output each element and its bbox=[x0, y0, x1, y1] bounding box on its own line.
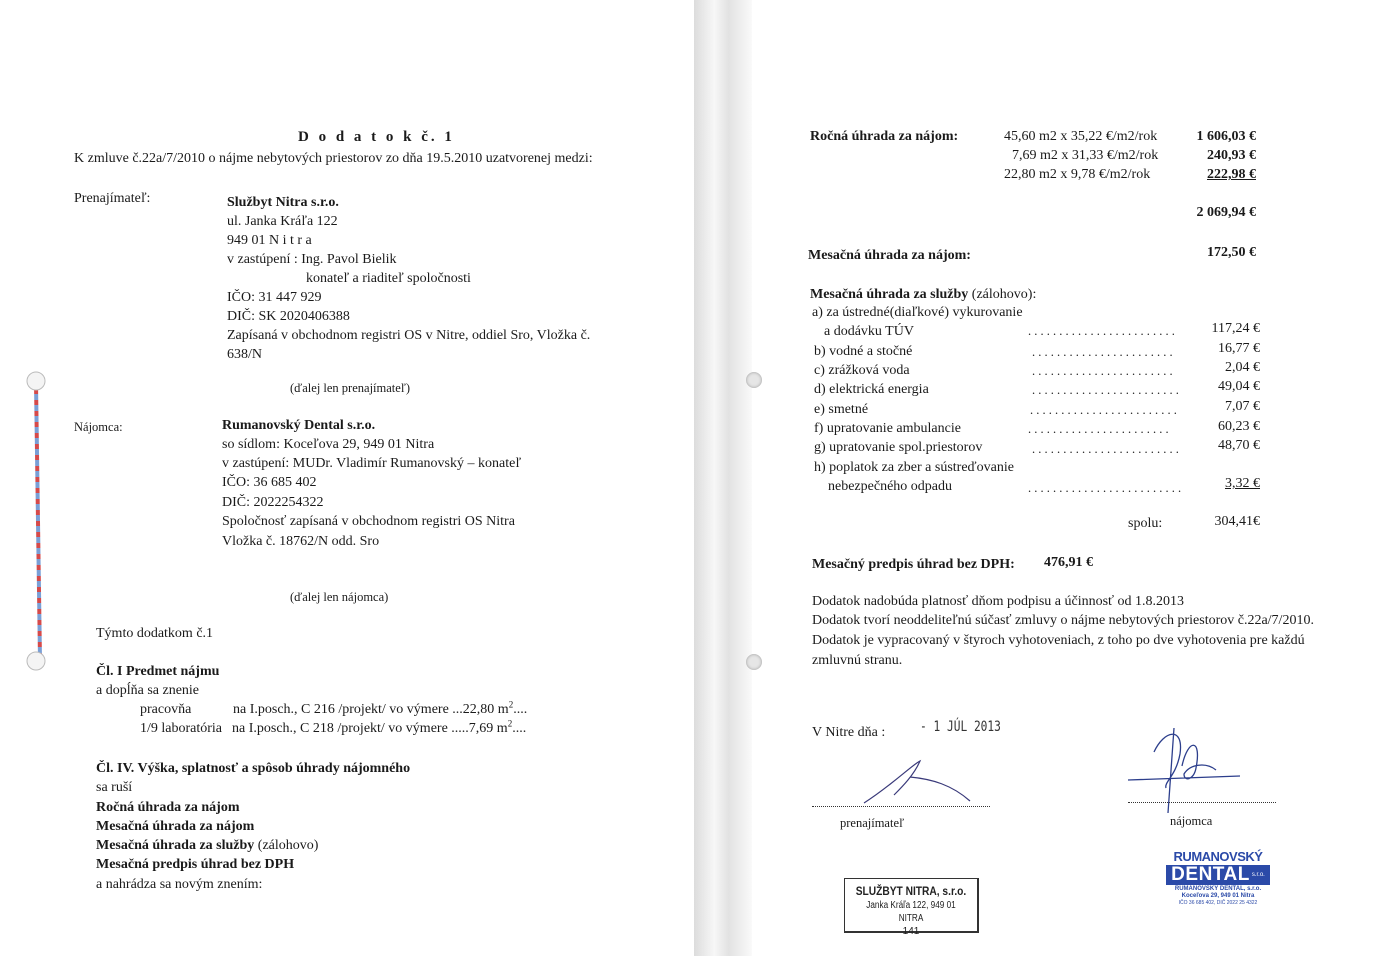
service-amount: 3,32 € bbox=[1225, 476, 1260, 491]
service-label: f) upratovanie ambulancie bbox=[814, 421, 961, 436]
tenant-line: so sídlom: Koceľova 29, 949 01 Nitra bbox=[222, 437, 435, 452]
tenant-line: IČO: 36 685 402 bbox=[222, 475, 317, 490]
tenant-stamp bbox=[1166, 850, 1270, 906]
service-label: h) poplatok za zber a sústreďovanie bbox=[814, 460, 1014, 475]
document-title: D o d a t o k č. 1 bbox=[298, 129, 455, 145]
article-4-sub: sa ruší bbox=[96, 780, 133, 795]
stamp-line: s.r.o. bbox=[1251, 872, 1265, 878]
services-total-label: spolu: bbox=[1128, 516, 1163, 531]
article-4-item: Mesačná úhrada za nájom bbox=[96, 819, 255, 834]
tenant-alias: (ďalej len nájomca) bbox=[290, 590, 389, 604]
tenant-label: Nájomca: bbox=[74, 420, 123, 434]
tenant-sign-label: nájomca bbox=[1170, 814, 1213, 828]
article-1-sub: a dopĺňa sa znenie bbox=[96, 683, 200, 698]
landlord-line: ul. Janka Kráľa 122 bbox=[227, 214, 338, 229]
service-dots: . . . . . . . . . . . . . . . . . . . . . . . bbox=[1032, 364, 1173, 378]
landlord-signature bbox=[852, 755, 982, 810]
services-heading: Mesačná úhrada za služby (zálohovo): bbox=[810, 287, 1037, 302]
landlord-name: Službyt Nitra s.r.o. bbox=[227, 195, 339, 210]
page-right bbox=[752, 0, 1400, 956]
article-1-heading: Čl. I Predmet nájmu bbox=[96, 664, 220, 679]
landlord-sign-label: prenajímateľ bbox=[840, 816, 905, 830]
service-dots: . . . . . . . . . . . . . . . . . . . . . . . . bbox=[1028, 324, 1175, 338]
punch-hole bbox=[746, 654, 762, 670]
tenant-line: v zastúpení: MUDr. Vladimír Rumanovský – konateľ bbox=[222, 456, 522, 471]
annual-calc: 22,80 m2 x 9,78 €/m2/rok bbox=[1004, 167, 1151, 182]
service-label: d) elektrická energia bbox=[814, 382, 929, 397]
place-date-label: V Nitre dňa : bbox=[812, 725, 886, 740]
landlord-line: IČO: 31 447 929 bbox=[227, 290, 322, 305]
premises-detail: na I.posch., C 218 /projekt/ vo výmere .....7,69 $m^2$.... bbox=[232, 718, 527, 736]
tenant-line: Spoločnosť zapísaná v obchodnom registri OS Nitra bbox=[222, 514, 515, 529]
article-4-replace: a nahrádza sa novým znením: bbox=[96, 877, 263, 892]
service-amount: 16,77 € bbox=[1218, 341, 1260, 356]
service-amount: 7,07 € bbox=[1225, 399, 1260, 414]
service-dots: . . . . . . . . . . . . . . . . . . . . . . . bbox=[1028, 422, 1169, 436]
service-amount: 49,04 € bbox=[1218, 379, 1260, 394]
tenant-line: Vložka č. 18762/N odd. Sro bbox=[222, 534, 380, 549]
service-dots: . . . . . . . . . . . . . . . . . . . . . . . bbox=[1032, 345, 1173, 359]
annual-calc: 7,69 m2 x 31,33 €/m2/rok bbox=[1012, 148, 1159, 163]
intro-text: K zmluve č.22a/7/2010 o nájme nebytových priestorov zo dňa 19.5.2010 uzatvorenej medzi: bbox=[74, 151, 593, 166]
tenant-name: Rumanovský Dental s.r.o. bbox=[222, 418, 376, 433]
tenant-signature bbox=[1124, 718, 1244, 818]
monthly-rent-label: Mesačná úhrada za nájom: bbox=[808, 248, 971, 263]
by-amendment: Týmto dodatkom č.1 bbox=[96, 626, 214, 641]
closing-paragraph-line: Dodatok tvorí neoddeliteľnú súčasť zmluvy o nájme nebytových priestorov č.22a/7/2010. bbox=[812, 613, 1314, 628]
service-amount: 2,04 € bbox=[1225, 360, 1260, 375]
annual-amount: 1 606,03 € bbox=[1196, 129, 1256, 144]
landlord-line: v zastúpení : Ing. Pavol Bielik bbox=[227, 252, 397, 267]
landlord-line: 638/N bbox=[227, 347, 262, 362]
stamp-line: DENTAL bbox=[1171, 864, 1250, 885]
service-dots: . . . . . . . . . . . . . . . . . . . . . . . . bbox=[1032, 442, 1179, 456]
annual-total: 2 069,94 € bbox=[1196, 205, 1256, 220]
landlord-alias: (ďalej len prenajímateľ) bbox=[290, 381, 411, 395]
tenant-signature-line bbox=[1128, 802, 1276, 803]
article-4-item: Mesačná úhrada za služby (zálohovo) bbox=[96, 838, 319, 853]
service-amount: 60,23 € bbox=[1218, 419, 1260, 434]
stamp-line: RUMANOVSKÝ DENTAL, s.r.o. bbox=[1174, 886, 1262, 892]
premises-name: pracovňa bbox=[140, 702, 192, 717]
landlord-stamp bbox=[844, 878, 979, 937]
prescription-label: Mesačný predpis úhrad bez DPH: bbox=[812, 557, 1015, 572]
stamp-line: IČO 36 685 402, DIČ 2022 25 4322 bbox=[1178, 900, 1258, 906]
stamp-line: 141 bbox=[902, 926, 920, 937]
landlord-line: Zapísaná v obchodnom registri OS v Nitre, oddiel Sro, Vložka č. bbox=[227, 328, 591, 343]
annual-rent-label: Ročná úhrada za nájom: bbox=[810, 129, 959, 144]
tenant-line: DIČ: 2022254322 bbox=[222, 495, 324, 510]
binding-cord bbox=[20, 365, 60, 675]
landlord-label: Prenajímateľ: bbox=[74, 191, 151, 206]
article-4-item: Ročná úhrada za nájom bbox=[96, 800, 240, 815]
services-total-amount: 304,41€ bbox=[1214, 514, 1260, 529]
service-label: b) vodné a stočné bbox=[814, 344, 913, 359]
annual-amount: 240,93 € bbox=[1207, 148, 1256, 163]
service-label: a dodávku TÚV bbox=[824, 324, 914, 339]
service-label: a) za ústredné(diaľkové) vykurovanie bbox=[812, 305, 1023, 320]
service-dots: . . . . . . . . . . . . . . . . . . . . . . . . bbox=[1032, 383, 1179, 397]
premises-detail: na I.posch., C 216 /projekt/ vo výmere ...22,80 $m^2$.... bbox=[233, 699, 528, 717]
article-4-item: Mesačná predpis úhrad bez DPH bbox=[96, 857, 295, 872]
date-stamp: - 1 JÚL 2013 bbox=[920, 719, 1001, 735]
stamp-line: Janka Kráľa 122, 949 01 NITRA bbox=[866, 900, 956, 924]
page-gutter bbox=[694, 0, 752, 956]
landlord-line: DIČ: SK 2020406388 bbox=[227, 309, 350, 324]
punch-hole bbox=[746, 372, 762, 388]
stamp-line: RUMANOVSKÝ bbox=[1173, 849, 1263, 864]
stamp-line: SLUŽBYT NITRA, s.r.o. bbox=[855, 884, 967, 898]
service-label: e) smetné bbox=[814, 402, 869, 417]
page-left bbox=[0, 0, 694, 956]
prescription-amount: 476,91 € bbox=[1044, 555, 1093, 570]
service-label: g) upratovanie spol.priestorov bbox=[814, 440, 983, 455]
premises-name: 1/9 laboratória bbox=[140, 721, 223, 736]
service-amount: 48,70 € bbox=[1218, 438, 1260, 453]
stamp-line: Koceľova 29, 949 01 Nitra bbox=[1181, 893, 1255, 899]
article-4-heading: Čl. IV. Výška, splatnosť a spôsob úhrady nájomného bbox=[96, 761, 411, 776]
closing-paragraph-line: Dodatok nadobúda platnosť dňom podpisu a účinnosť od 1.8.2013 bbox=[812, 594, 1185, 609]
closing-paragraph-line: Dodatok je vypracovaný v štyroch vyhotoveniach, z toho po dve vyhotovenia pre každú bbox=[812, 633, 1305, 648]
service-label: c) zrážková voda bbox=[814, 363, 910, 378]
service-amount: 117,24 € bbox=[1211, 321, 1260, 336]
closing-paragraph-line: zmluvnú stranu. bbox=[812, 653, 903, 668]
landlord-signature-line bbox=[812, 806, 990, 807]
monthly-rent-amount: 172,50 € bbox=[1207, 245, 1256, 260]
landlord-line: 949 01 N i t r a bbox=[227, 233, 312, 248]
service-dots: . . . . . . . . . . . . . . . . . . . . . . . . bbox=[1030, 403, 1177, 417]
landlord-line: konateľ a riaditeľ spoločnosti bbox=[306, 271, 471, 286]
service-dots: . . . . . . . . . . . . . . . . . . . . . . . . . bbox=[1028, 481, 1182, 495]
annual-calc: 45,60 m2 x 35,22 €/m2/rok bbox=[1004, 129, 1158, 144]
service-label: nebezpečného odpadu bbox=[828, 479, 952, 494]
annual-amount: 222,98 € bbox=[1207, 167, 1256, 182]
